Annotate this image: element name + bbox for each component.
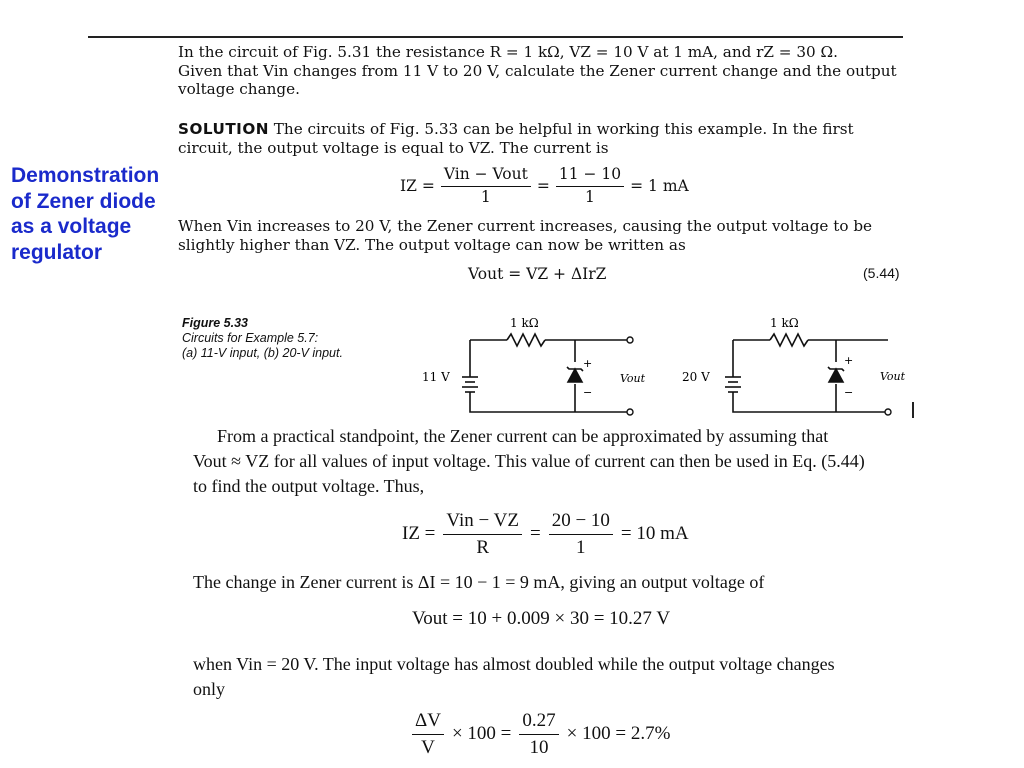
circuit-diagram-a xyxy=(415,312,650,422)
solution-intro xyxy=(178,120,854,157)
minus-label: − xyxy=(583,386,593,399)
fraction xyxy=(556,166,624,207)
equation-text: Vout = VZ + ΔIrZ xyxy=(468,265,607,283)
scan-mark xyxy=(912,402,914,418)
fraction-numerator: 20 − 10 xyxy=(549,510,613,535)
practical-paragraph xyxy=(193,424,865,499)
fraction-denominator: 1 xyxy=(585,187,595,206)
problem-line: Given that Vin changes from 11 V to 20 V, calculate the Zener current change and the output xyxy=(178,61,897,80)
equation-5-44 xyxy=(468,265,606,283)
equals-sign: = xyxy=(529,523,541,545)
slide-title-line: as a voltage xyxy=(11,215,132,238)
fraction xyxy=(412,710,444,759)
problem-line: voltage change. xyxy=(178,80,300,98)
practical-line: only xyxy=(193,679,226,699)
fraction-numerator: Vin − Vout xyxy=(441,166,531,187)
solution-line: slightly higher than VZ. The output voltage can now be written as xyxy=(178,235,686,254)
figure-caption-line: Circuits for Example 5.7: xyxy=(182,331,319,345)
figure-caption xyxy=(182,316,343,361)
equation-number: (5.44) xyxy=(863,265,900,281)
equation-rhs: = 10 mA xyxy=(620,523,689,545)
equation-lhs: IZ = xyxy=(402,523,436,545)
equation-rhs: = 1 mA xyxy=(630,177,689,196)
fraction-numerator: ΔV xyxy=(412,710,444,735)
equation-zener-current-2 xyxy=(402,510,689,559)
fraction-denominator: R xyxy=(476,536,490,558)
fraction-numerator: 11 − 10 xyxy=(556,166,624,187)
equation-rhs: × 100 = 2.7% xyxy=(566,723,671,745)
fraction xyxy=(443,510,522,559)
output-terminal xyxy=(885,409,891,415)
figure-caption-line: (a) 11-V input, (b) 20-V input. xyxy=(182,346,343,360)
practical-line: The change in Zener current is ΔI = 10 − 1 = 9 mA, giving an output voltage of xyxy=(193,572,765,592)
equation-lhs: IZ = xyxy=(400,177,435,196)
equation-text: Vout = 10 + 0.009 × 30 = 10.27 V xyxy=(412,608,671,629)
fraction xyxy=(519,710,558,759)
equation-zener-current-1 xyxy=(400,166,689,207)
source-label: 11 V xyxy=(422,370,450,384)
fraction xyxy=(441,166,531,207)
practical-line: when Vin = 20 V. The input voltage has almost doubled while the output voltage changes xyxy=(193,654,835,674)
resistor-label: 1 kΩ xyxy=(510,316,539,330)
equation-middle: × 100 = xyxy=(451,723,512,745)
fraction-denominator: 1 xyxy=(576,536,586,558)
practical-line: From a practical standpoint, the Zener current can be approximated by assuming that xyxy=(217,426,829,446)
solution-heading: SOLUTION xyxy=(178,120,269,138)
slide-title-line: of Zener diode xyxy=(11,189,156,213)
problem-line: In the circuit of Fig. 5.31 the resistance R = 1 kΩ, VZ = 10 V at 1 mA, and rZ = 30 Ω. xyxy=(178,43,838,61)
circuit-diagram-b xyxy=(678,312,913,422)
figure-title: Figure 5.33 xyxy=(182,316,248,330)
slide-title-line: regulator xyxy=(11,240,103,264)
output-terminal xyxy=(627,337,633,343)
practical-line: Vout ≈ VZ for all values of input voltage. This value of current can then be used in Eq. (5.44) xyxy=(193,451,865,471)
equation-output-voltage xyxy=(412,608,670,630)
fraction-denominator: 10 xyxy=(529,736,549,758)
practical-line: to find the output voltage. Thus, xyxy=(193,476,425,496)
fraction-denominator: 1 xyxy=(480,187,491,206)
solution-line: The circuits of Fig. 5.33 can be helpful in working this example. In the first xyxy=(273,120,854,138)
output-label: Vout xyxy=(880,370,906,383)
solution-line: When Vin increases to 20 V, the Zener current increases, causing the output voltage to be xyxy=(178,217,873,235)
equals-sign: = xyxy=(536,177,550,196)
solution-line: circuit, the output voltage is equal to VZ. The current is xyxy=(178,138,609,157)
plus-label: + xyxy=(844,354,854,367)
problem-statement xyxy=(178,43,897,99)
minus-label: − xyxy=(844,386,854,399)
slide-title xyxy=(11,163,196,265)
practical-conclusion xyxy=(193,652,835,702)
solution-continuation xyxy=(178,217,872,254)
top-rule xyxy=(88,36,903,38)
output-terminal xyxy=(627,409,633,415)
resistor-label: 1 kΩ xyxy=(770,316,799,330)
plus-label: + xyxy=(583,357,593,370)
output-label: Vout xyxy=(620,372,646,385)
source-label: 20 V xyxy=(682,370,710,384)
fraction xyxy=(549,510,613,559)
fraction-numerator: 0.27 xyxy=(519,710,558,735)
slide-title-line: Demonstration xyxy=(11,164,160,187)
fraction-numerator: Vin − VZ xyxy=(443,510,522,535)
fraction-denominator: V xyxy=(421,736,435,758)
equation-percent-change xyxy=(412,710,670,759)
